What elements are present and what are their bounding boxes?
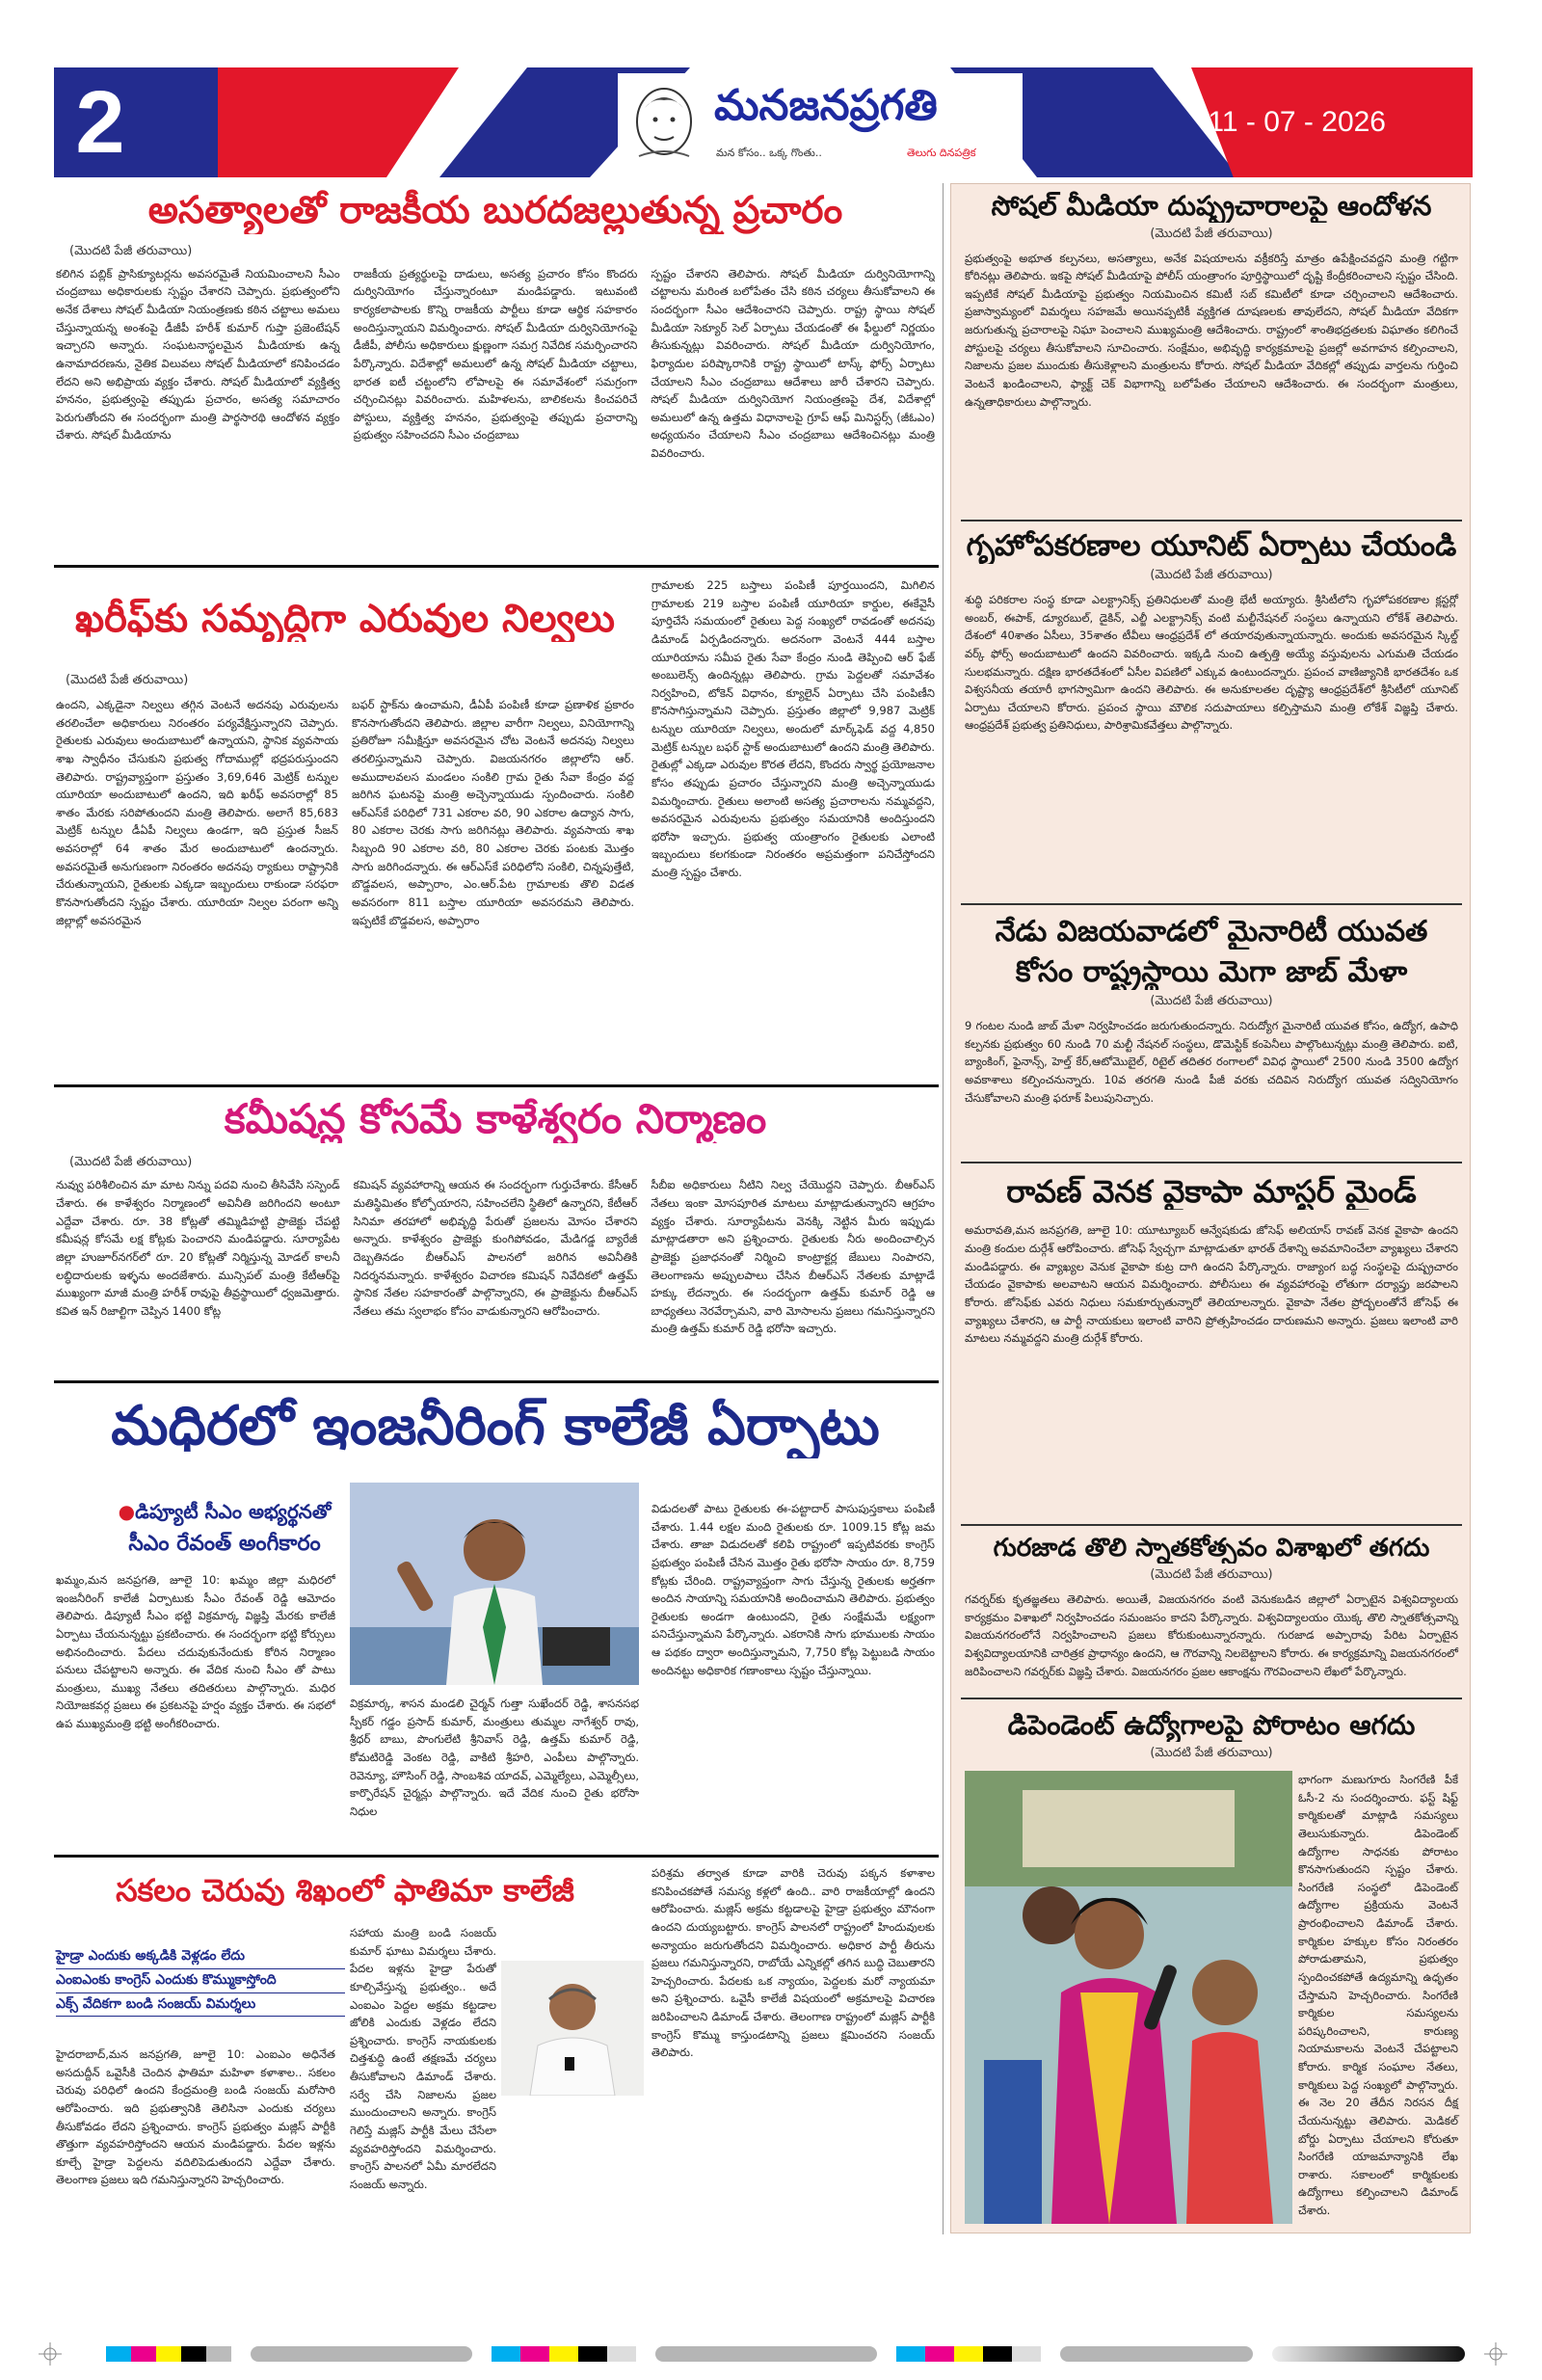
continued-label: (మొదటి పేజీ తరువాయి) bbox=[1150, 1567, 1273, 1583]
subheading-line: ఎంఐఎంకు కాంగ్రెస్ ఎందుకు కొమ్ముకాస్తోంది bbox=[56, 1969, 345, 1993]
story-headline[interactable]: మధిరలో ఇంజనీరింగ్ కాలేజీ ఏర్పాటు bbox=[111, 1395, 880, 1457]
story-minority-job-mela bbox=[951, 915, 1472, 1144]
story-headline[interactable]: అసత్యాలతో రాజకీయ బురదజల్లుతున్న ప్రచారం bbox=[147, 189, 843, 232]
story-gurajada-convocation bbox=[951, 1534, 1472, 1718]
story-column: భాగంగా మణుగూరు సింగరేణి పీకే ఓసీ-2 ను సందర్శించారు. ఫస్ట్ షిఫ్ట్ కార్మికులతో మాట్లాడి సమస్యలు తెలుసుకున్నారు. డిపెండెంట్ ఉద్యోగాల సాధనకు పోరాటం కొనసాగుతుందని స్పష్టం చేశారు. సింగరేణి సంస్థలో డిపెండెంట్ ఉద్యోగాల ప్రక్రియను వెంటనే ప్రారంభించాలని డిమాండ్ చేశారు. కార్మికుల హక్కుల కోసం నిరంతరం పోరాడుతామని, ప్రభుత్వం స్పందించకపోతే ఉద్యమాన్ని ఉధృతం చేస్తామని హెచ్చరించారు. సింగరేణి కార్మికుల సమస్యలను పరిష్కరించాలని, కారుణ్య నియామకాలను వెంటనే చేపట్టాలని కోరారు. కార్మిక సంఘాల నేతలు, కార్మికులు పెద్ద సంఖ్యలో పాల్గొన్నారు. ఈ నెల 20 తేదీన నిరసన దీక్ష చేయనున్నట్టు తెలిపారు. మెడికల్ బోర్డు ఏర్పాటు చేయాలని కోరుతూ సింగరేణి యాజమాన్యానికి లేఖ రాశారు. సకాలంలో కార్మికులకు ఉద్యోగాలు కల్పించాలని డిమాండ్ చేశారు. bbox=[1298, 1773, 1458, 2217]
section-divider bbox=[54, 565, 939, 568]
story-headline[interactable]: డిపెండెంట్ ఉద్యోగాలపై పోరాటం ఆగదు bbox=[1007, 1709, 1416, 1741]
continued-label: (మొదటి పేజీ తరువాయి) bbox=[66, 673, 189, 687]
story-headline[interactable]: సకలం చెరువు శిఖంలో ఫాతిమా కాలేజీ bbox=[116, 1872, 574, 1909]
photo-illustration bbox=[965, 1771, 1292, 2224]
photo-illustration bbox=[501, 1961, 644, 2096]
continued-label: (మొదటి పేజీ తరువాయి) bbox=[1150, 568, 1273, 582]
continued-label: (మొదటి పేజీ తరువాయి) bbox=[1150, 1745, 1273, 1760]
story-headline[interactable]: నేడు విజయవాడలో మైనారిటీ యువత bbox=[995, 915, 1428, 949]
story-madhira-engineering-college bbox=[56, 1394, 935, 1847]
story-column: నువ్వు పరిశీలించిన మా మాట నిన్ను పదవి నుంచి తీసివేసి సస్పెండ్ చేశారు. ఈ కాళేశ్వరం నిర్మాణంలో అవినీతి జరిగిందని అంటూ ఎద్దేవా చేశారు. రూ. 38 కోట్లతో తమ్మిడిహట్టి ప్రాజెక్టు చేపట్టి కమీషన్ల కోసమే లక్ష కోట్లకు పెంచారని మండిపడ్డారు. సూర్యాపేట జిల్లా హుజూర్‌నగర్‌లో రూ. 20 కోట్లతో నిర్మిస్తున్న మోడల్ కాలనీ లబ్ధిదారులకు ఇళ్ళను అందజేశారు. మున్సిపల్ మంత్రి కేటీఆర్‌పై ముఖ్యంగా మాజీ మంత్రి హరీశ్ రావుపై తీవ్రస్థాయిలో ధ్వజమెత్తారు. కవిత ఇన్ రిజాల్టిగా చెప్పిన 1400 కోట్ల bbox=[56, 1178, 340, 1318]
story-column: 9 గంటల నుండి జాబ్ మేళా నిర్వహించడం జరుగుతుందన్నారు. నిరుద్యోగ మైనారిటీ యువత కోసం, ఉద్యోగ, ఉపాధి కల్పనకు ప్రభుత్వం 60 నుండి 70 మల్టీ నేషనల్ సంస్థలు, డొమెస్టిక్ కంపెనీలు పాల్గొంటున్నట్లు మంత్రి తెలిపారు. ఐటి, బ్యాంకింగ్, ఫైనాన్స్, హెల్త్ కేర్,ఆటోమొబైల్, రిటైల్ తదితర రంగాలలో వివిధ స్థాయిలో 2500 నుండి 3500 ఉద్యోగ అవకాశాలు కల్పించనున్నారు. 10వ తరగతి నుండి పీజీ వరకు చదివిన నిరుద్యోగ యువత సద్వినియోగం చేసుకోవాలని మంత్రి ఫరూక్ పిలుపునిచ్చారు. bbox=[965, 1019, 1458, 1105]
header-red-band-left bbox=[218, 67, 459, 177]
gray-bar bbox=[655, 2346, 877, 2362]
story-column: ఖమ్మం,మన జనప్రగతి, జూలై 10: ఖమ్మం జిల్లా మధిరలో ఇంజనీరింగ్ కాలేజీ ఏర్పాటుకు సీఎం రేవంత్ రెడ్డి ఆమోదం తెలిపారు. డిప్యూటీ సీఎం భట్టి విక్రమార్క విజ్ఞప్తి మేరకు కాలేజీ ఏర్పాటు చేయనున్నట్టు ప్రకటించారు. ఈ సందర్భంగా భట్టి కోర్సులు అభినందించారు. పేదలు చదువుకునేందుకు కోరిన నిర్మాణం పనులు చేపట్టాలని అన్నారు. ఈ వేదిక నుంచి సీఎం తో పాటు మంత్రులు, ముఖ్య నేతలు తదితరులు పాల్గొన్నారు. మధిర నియోజకవర్గ ప్రజలు ఈ ప్రకటనపై హర్షం వ్యక్తం చేశారు. ఈ సభలో ఉప ముఖ్యమంత్రి భట్టి అంగీకరించారు. bbox=[56, 1573, 335, 1730]
story-column: బఫర్ స్టాక్‌ను ఉంచామని, డీఏపీ పంపిణీ కూడా ప్రణాళిక ప్రకారం కొనసాగుతోందని తెలిపారు. జిల్లాల వారీగా నిల్వలు, వినియోగాన్ని ప్రతిరోజూ సమీక్షిస్తూ అవసరమైన చోట వెంటనే అదనపు నిల్వలు తరలిస్తున్నామని చెప్పారు. విజయనగరం జిల్లాలోని ఆర్. అముదాలవలస మండలం సంకిలి గ్రామ రైతు సేవా కేంద్రం వద్ద జరిగిన ఘటనపై మంత్రి అచ్చెన్నాయుడు స్పందించారు. సంకిలి ఆర్‌ఎస్‌కే పరిధిలో 731 ఎకరాల వరి, 90 ఎకరాల ఉద్యాన సాగు, 80 ఎకరాల చెరకు సాగు జరిగినట్లు తెలిపారు. వ్యవసాయ శాఖ సిబ్బంది 90 ఎకరాల వరి, 80 ఎకరాల చెరకు పంటకు మొత్తం సాగు జరిగిందన్నారు. ఈ ఆర్‌ఎస్‌కే పరిధిలోని సంకిలి, చిన్నపుత్తేటి, బొడ్డవలస, అప్పారాం, ఎం.ఆర్.పేట గ్రామాలకు తొలి విడత అవసరంగా 811 బస్తాల యూరియా అవసరమని తెలిపారు. ఇప్పటికే బొడ్డవలస, అప్పారాం bbox=[352, 698, 634, 927]
photo-illustration bbox=[350, 1483, 639, 1685]
bullet-icon: ● bbox=[118, 1500, 136, 1523]
gray-scale-bar bbox=[1272, 2346, 1465, 2362]
story-headline[interactable]: కోసం రాష్ట్రస్థాయి మెగా జాబ్ మేళా bbox=[1015, 955, 1408, 989]
section-divider bbox=[54, 1380, 939, 1383]
story-photo-bandi-sanjay bbox=[501, 1961, 644, 2096]
sidebar-news-column bbox=[950, 183, 1471, 2233]
continued-label: (మొదటి పేజీ తరువాయి) bbox=[69, 1155, 193, 1170]
crosshair-registration-icon bbox=[1484, 2342, 1507, 2366]
story-kaleshwaram bbox=[56, 1095, 935, 1367]
story-column: కలిగిన పబ్లిక్ ప్రాసిక్యూటర్లను అవసరమైతే నియమించాలని సీఎం చంద్రబాబు అధికారులకు స్పష్టం చేశారని చెప్పారు. ప్రభుత్వంలోని అనేక దేశాలు సోషల్ మీడియా నియంత్రణకు కఠిన చట్టాలు అమలు చేస్తున్నాయన్న అంశంపై డీజీపీ హరీశ్ కుమార్ గుప్తా ప్రజెంటేషన్ ఇచ్చారని అన్నారు. సంఘటనాస్థలమైన మీడియాకు ఉన్న ఉనామాదరణను, నైతిక విలువలు సోషల్ మీడియాలో కనిపించడం లేదని అని అభిప్రాయ వ్యక్తం చేశారు. సోషల్ మీడియాలో వ్యక్తిత్వ హననం, ప్రభుత్వంపై తప్పుడు ప్రచారం, అసత్య సమాచారం పెరుగుతోందని ఈ సందర్భంగా మంత్రి పార్థసారథి ఆందోళన వ్యక్తం చేశారు. సోషల్ మీడియాను bbox=[56, 266, 340, 442]
continued-label: (మొదటి పేజీ తరువాయి) bbox=[1150, 994, 1273, 1008]
story-column: గ్రామాలకు 225 బస్తాలు పంపిణీ పూర్తయిందని, మిగిలిన గ్రామాలకు 219 బస్తాల పంపిణీ యూరియా కార్డుల, ఈకేవైసీ పూర్తిచేసే సమయంలో రైతులు పెద్ద సంఖ్యలో రావడంతో అదనపు డిమాండ్ ఏర్పడిందన్నారు. అదనంగా వెంటనే 444 బస్తాల యూరియాను సమీప రైతు సేవా కేంద్రం నుండి తెప్పించి ఆర్ ఫేజ్ అంబులెన్స్ ఉందిన్నట్లు తెలిపారు. గ్రామ పెద్దలతో సమావేశం నిర్వహించి, టోకెన్ విధానం, క్యూలైన్ ఏర్పాటు చేసి పంపిణీని కొనసాగిస్తున్నామని చెప్పారు. ప్రస్తుతం జిల్లాలో 9,987 మెట్రిక్ టన్నుల యూరియా నిల్వలు, అందులో మార్క్‌ఫెడ్ వద్ద 4,850 మెట్రిక్ టన్నుల బఫర్ స్టాక్ అందుబాటులో ఉందని మంత్రి తెలిపారు. రైతుల్లో ఎక్కడా ఎరువుల కొరత లేదని, కొందరు స్వార్థ ప్రయోజనాల కోసం తప్పుడు ప్రచారం చేస్తున్నారని మంత్రి అచ్చెన్నాయుడు విమర్శించారు. రైతులు అలాంటి అసత్య ప్రచారాలను నమ్మవద్దని, అవసరమైన ఎరువులను ప్రభుత్వం సమయానికి అందిస్తుందని భరోసా ఇచ్చారు. ప్రభుత్వ యంత్రాంగం రైతులకు ఎలాంటి ఇబ్బందులు కలగకుండా నిరంతరం అప్రమత్తంగా పనిచేస్తోందని మంత్రి స్పష్టం చేశారు. bbox=[651, 578, 935, 879]
gray-bar bbox=[251, 2346, 472, 2362]
story-column: ప్రభుత్వంపై అభూత కల్పనలు, అసత్యాలు, అనేక విషయాలను వక్రీకరిస్తే మాత్రం ఉపేక్షించవద్దని మంత్రి గట్టిగా కోరినట్లు తెలిపారు. ఇకపై సోషల్ మీడియాపై పోలీస్ యంత్రాంగం పూర్తిస్థాయిలో దృష్టి కేంద్రీకరించాలని స్పష్టం చేసింది. ఇప్పటికే సోషల్ మీడియాపై ప్రభుత్వం నియమించిన కమిటీ సబ్ కమిటీలో కూడా చర్చించాలని ఆదేశించారు. ప్రజాస్వామ్యంలో విమర్శలు సహజమే అయినప్పటికీ వ్యక్తిగత దూషణలకు తావులేదని, సోషల్ మీడియా వేదికగా జరుగుతున్న ప్రచారాలపై నిఘా పెంచాలని ముఖ్యమంత్రి ఆదేశించారు. రాష్ట్రంలో శాంతిభద్రతలకు విఘాతం కలిగించే పోస్టులపై చర్యలు తీసుకోవాలని సూచించారు. సంక్షేమం, అభివృద్ధి కార్యక్రమాలపై ప్రజల్లో అవగాహన కల్పించాలని, నిజాలను ప్రజల ముందుకు తీసుకెళ్లాలని మంత్రులను కోరారు. సోషల్ మీడియా వేదికల్లో తప్పుడు వార్తలను గుర్తించి వెంటనే ఖండించాలని, ఫ్యాక్ట్ చెక్ విభాగాన్ని బలోపేతం చేయాలని ఆదేశించారు. ఈ సందర్భంగా మంత్రులు, ఉన్నతాధికారులు పాల్గొన్నారు. bbox=[965, 251, 1458, 409]
gray-bar bbox=[1060, 2346, 1253, 2362]
color-bar bbox=[106, 2346, 231, 2362]
section-divider bbox=[961, 1698, 1462, 1699]
story-home-appliances-unit bbox=[951, 529, 1472, 880]
subheading-line: హైడ్రా ఎందుకు అక్కడికి వెళ్లడం లేదు bbox=[56, 1945, 345, 1969]
story-column: శుద్ధి పరికరాల సంస్థ కూడా ఎలక్ట్రానిక్స్ ప్రతినిధులతో మంత్రి భేటీ అయ్యారు. శ్రీసిటీలోని గృహోపకరణాల క్లస్టర్లో అంబర్, ఈపాక్, డ్యూరబుల్, డైకిన్, ఎల్జీ ఎలక్ట్రానిక్స్ వంటి మల్టీనేషనల్ సంస్థలు ఉన్నాయని లోకేశ్ తెలిపారు. దేశంలో 40శాతం ఏసీలు, 35శాతం టీవీలు ఆంధ్రప్రదేశ్ లో తయారవుతున్నాయన్నారు. అందుకు అవసరమైన స్కిల్డ్ వర్క్ ఫోర్స్ అందుబాటులో ఉందని వివరించారు. ఇక్కడి నుంచి ఉత్పత్తి అయ్యే వస్తువులను ఎగుమతి చేయడం సులభమన్నారు. దక్షిణ భారతదేశంలో ఏసీల విపణిలో ఎక్కువ ఉంటుందన్నారు. ప్రపంచ వాణిజ్యానికి భారతదేశం ఒక విశ్వసనీయ తయారీ భాగస్వామిగా ఉందని తెలిపారు. ఈ అనుకూలతల దృష్ట్యా ఆంధ్రప్రదేశ్‌లో శ్రీసిటీలో యూనిట్ ఏర్పాటు చేయాలని కోరారు. ప్రపంచ స్థాయి మౌలిక సదుపాయాలు కల్పిస్తామని మంత్రి లోకేశ్ విజ్ఞప్తి చేశారు. ఆంధ్రప్రదేశ్ ప్రభుత్వ ప్రతినిధులు, పారిశ్రామికవేత్తలు పాల్గొన్నారు. bbox=[965, 593, 1458, 733]
story-fathima-college bbox=[56, 1864, 935, 2234]
story-column: పరిశ్రమ తర్వాత కూడా వారికి చెరువు పక్కన కళాశాల కనిపించకపోతే సమస్య కళ్లలో ఉంది.. వారి రాజకీయాల్లో ఉందని ఆరోపించారు. మజ్లిస్ అక్రమ కట్టడాలపై హైడ్రా ప్రభుత్వం మౌనంగా ఉందని దుయ్యబట్టారు. కాంగ్రెస్ పాలనలో రాష్ట్రంలో హిందువులకు అన్యాయం జరుగుతోందని విమర్శించారు. అధికార పార్టీ తీరును ప్రజలు గమనిస్తున్నారని, రాబోయే ఎన్నికల్లో తగిన బుద్ధి చెబుతారని హెచ్చరించారు. పేదలకు ఒక న్యాయం, పెద్దలకు మరో న్యాయమా అని ప్రశ్నించారు. ఒవైసీ కాలేజీ విషయంలో అక్రమాలపై విచారణ జరిపించాలని డిమాండ్ చేశారు. తెలంగాణ రాష్ట్రంలో మజ్లిస్ పార్టీకి కాంగ్రెస్ కొమ్ము కాస్తుండటాన్ని ప్రజలు క్షమించరని సంజయ్ తెలిపారు. bbox=[651, 1866, 935, 2060]
continued-label: (మొదటి పేజీ తరువాయి) bbox=[69, 243, 193, 258]
color-bar bbox=[896, 2346, 1041, 2362]
masthead-portrait-logo-icon bbox=[625, 79, 703, 166]
issue-date: 11 - 07 - 2026 bbox=[1208, 106, 1386, 138]
masthead-tagline: మన కోసం.. ఒక్క గొంతు.. bbox=[716, 147, 822, 159]
color-bar bbox=[492, 2346, 636, 2362]
story-dependent-jobs bbox=[951, 1709, 1472, 1769]
story-column: విక్రమార్క, శాసన మండలి చైర్మన్ గుత్తా సుఖేందర్ రెడ్డి, శాసనసభ స్పీకర్ గడ్డం ప్రసాద్ కుమార్, మంత్రులు తుమ్మల నాగేశ్వర్ రావు, శ్రీధర్ బాబు, పొంగులేటి శ్రీనివాస్ రెడ్డి, ఉత్తమ్ కుమార్ రెడ్డి, కోమటిరెడ్డి వెంకట రెడ్డి, వాకిటి శ్రీహరి, ఎంపీలు పాల్గొన్నారు. రెవెన్యూ, హౌసింగ్ రెడ్డి, సాంబశివ యాదవ్, ఎమ్మెల్యేలు, ఎమ్మెల్సీలు, కార్పొరేషన్ చైర్మన్లు పాల్గొన్నారు. ఇదే వేదిక నుంచి రైతు భరోసా నిధుల bbox=[350, 1697, 639, 1818]
story-headline[interactable]: గురజాడ తొలి స్నాతకోత్సవం విశాఖలో తగదు bbox=[993, 1534, 1430, 1563]
story-photo-cm-speaking bbox=[350, 1483, 639, 1685]
section-divider bbox=[54, 1855, 939, 1858]
story-headline[interactable]: సోషల్ మీడియా దుష్ప్రచారాలపై ఆందోళన bbox=[991, 190, 1432, 222]
column-separator bbox=[943, 183, 944, 2234]
section-divider bbox=[961, 1524, 1462, 1526]
continued-label: (మొదటి పేజీ తరువాయి) bbox=[1150, 226, 1273, 241]
story-column: స్పష్టం చేశారని తెలిపారు. సోషల్ మీడియా దుర్వినియోగాన్ని చట్టాలను మరింత బలోపేతం చేసి కఠిన చర్యలు తీసుకోవాలని ఈ సందర్భంగా సీఎం ఆదేశించారని చెప్పారు. రాష్ట్ర స్థాయి సోషల్ మీడియా సెక్యూర్ సెల్ ఏర్పాటు చేయడంతో ఈ ఫీల్డులో నిర్ణయం తీసుకున్నట్లు వివరించారు. సోషల్ మీడియా దుర్వినియోగం, ఫిర్యాదుల పరిష్కారానికి రాష్ట్ర స్థాయిలో టాస్క్ ఫోర్స్ ఏర్పాటు చేయాలని సీఎం చంద్రబాబు ఆదేశాలు జారీ చేశారని చెప్పారు. సోషల్ మీడియా దుర్వినియోగ నియంత్రణపై దేశ, విదేశాల్లో అమలులో ఉన్న ఉత్తమ విధానాలపై గ్రూప్ ఆఫ్ మినిస్టర్స్ (జీఓఎం) అధ్యయనం చేయాలని సీఎం చంద్రబాబు ఆదేశించినట్లు మంత్రి వివరించారు. bbox=[651, 266, 936, 461]
masthead[interactable] bbox=[618, 73, 1023, 172]
story-column: రాజకీయ ప్రత్యర్థులపై దాడులు, అసత్య ప్రచారం కోసం కొందరు దుర్వినియోగం చేస్తున్నారంటూ మండిపడ్డారు. ఇటువంటి కార్యకలాపాలకు కొన్ని రాజకీయ పార్టీలు కూడా ఆర్థిక సహకారం అందిస్తున్నాయని విమర్శించారు. సోషల్ మీడియా దుర్వినియోగంపై డీజీపీ, పోలీసు అధికారులు క్షుణ్ణంగా సమగ్ర నివేదిక సమర్పించారని పేర్కొన్నారు. విదేశాల్లో అమలులో ఉన్న సోషల్ మీడియా చట్టాలు, భారత ఐటీ చట్టంలోని లోపాలపై ఈ సమావేశంలో సమగ్రంగా చర్చించినట్లు వివరించారు. మహిళలను, బాలికలను కించపరిచే పోస్టులు, వ్యక్తిత్వ హననం, ప్రభుత్వంపై తప్పుడు ప్రచారాన్ని ప్రభుత్వం సహించదని సీఎం చంద్రబాబు bbox=[353, 266, 638, 442]
story-column: సహాయ మంత్రి బండి సంజయ్ కుమార్ ఘాటు విమర్శలు చేశారు. పేదల ఇళ్లను హైడ్రా పేరుతో కూల్చివేస్తున్న ప్రభుత్వం.. అదే ఎంఐఎం పెద్దల అక్రమ కట్టడాల జోలికి ఎందుకు వెళ్లడం లేదని ప్రశ్నించారు. కాంగ్రెస్ నాయకులకు చిత్తశుద్ధి ఉంటే తక్షణమే చర్యలు తీసుకోవాలని డిమాండ్ చేశారు. సర్వే చేసి నిజాలను ప్రజల ముందుంచాలని అన్నారు. కాంగ్రెస్ గెలిస్తే మజ్లిస్ పార్టీకి మేలు చేసేలా వ్యవహరిస్తోందని విమర్శించారు. కాంగ్రెస్ పాలనలో ఏమీ మారలేదని సంజయ్ అన్నారు. bbox=[350, 1926, 496, 2191]
page-header-banner bbox=[54, 67, 1473, 177]
story-photo-kavitha-protest bbox=[965, 1771, 1292, 2224]
story-headline[interactable]: కమీషన్ల కోసమే కాళేశ్వరం నిర్మాణం bbox=[224, 1095, 767, 1142]
story-headline[interactable]: గృహోపకరణాల యూనిట్ ఏర్పాటు చేయండి bbox=[966, 529, 1457, 563]
story-social-media-propaganda bbox=[56, 189, 935, 554]
page-number: 2 bbox=[75, 73, 125, 172]
subheading-line: సీఎం రేవంత్ అంగీకారం bbox=[128, 1532, 321, 1556]
story-column: హైదరాబాద్,మన జనప్రగతి, జూలై 10: ఎంఐఎం అధినేత అసదుద్దీన్ ఒవైసీకి చెందిన ఫాతిమా మహిళా కళాశాల.. సకలం చెరువు పరిధిలో ఉందని కేంద్రమంత్రి బండి సంజయ్ మరోసారి ఆరోపించారు. ఇది ప్రభుత్వానికి తెలిసినా ఎందుకు చర్యలు తీసుకోవడం లేదని ప్రశ్నించారు. కాంగ్రెస్ ప్రభుత్వం మజ్లిస్ పార్టీకి తొత్తుగా వ్యవహరిస్తోందని ఆయన మండిపడ్డారు. పేదల ఇళ్లను కూల్చే హైడ్రా పెద్దలను వదిలిపెడుతుందని ఎద్దేవా చేశారు. తెలంగాణ ప్రజలు ఇది గమనిస్తున్నారని హెచ్చరించారు. bbox=[56, 2047, 335, 2187]
story-subheading bbox=[85, 1500, 364, 1561]
masthead-tagline-daily: తెలుగు దినపత్రిక bbox=[907, 147, 976, 159]
section-divider bbox=[961, 903, 1462, 905]
story-ravan-ysrcp bbox=[951, 1173, 1472, 1501]
masthead-title: మనజనప్రగతి bbox=[714, 81, 938, 130]
story-column: కమిషన్ వ్యవహారాన్ని ఆయన ఈ సందర్భంగా గుర్తుచేశారు. కేసీఆర్ మతిస్థిమితం కోల్పోయారని, సహించలేని స్థితిలో ఉన్నారని, కేటీఆర్ సినిమా తరహాలో అభివృద్ధి పేరుతో ప్రజలను మోసం చేశారని అన్నారు. కాళేశ్వరం ప్రాజెక్టు కుంగిపోవడం, మేడిగడ్డ బ్యారేజీ దెబ్బతినడం బీఆర్ఎస్ పాలనలో జరిగిన అవినీతికి నిదర్శనమన్నారు. కాళేశ్వరం విచారణ కమిషన్ నివేదికలో ఉత్తమ్ స్థానిక నేతల సహకారంతో పాల్గొన్నారని, ఈ ప్రాజెక్టును బీఆర్ఎస్ నేతలు తమ స్వలాభం కోసం వాడుకున్నారని ఆరోపించారు. bbox=[353, 1178, 638, 1318]
story-column: సీబీఐ అధికారులు నీటిని నిల్వ చేయొద్దని చెప్పారు. బీఆర్ఎస్ నేతలు ఇంకా మోసపూరిత మాటలు మాట్లాడుతున్నారని ఆగ్రహం వ్యక్తం చేశారు. సూర్యాపేటను వెనక్కి నెట్టిన మీరు ఇప్పుడు మాట్లాడతారా అని ప్రశ్నించారు. రైతులకు నీరు అందించాల్సిన ప్రాజెక్టు ప్రజాధనంతో నిర్మించి కాంట్రాక్టర్ల జేబులు నింపారని, తెలంగాణను అప్పులపాలు చేసిన బీఆర్ఎస్ నేతలకు మాట్లాడే హక్కు లేదన్నారు. ఈ సందర్భంగా ఉత్తమ్ కుమార్ రెడ్డి ఆ బాధ్యతలు నెరవేర్చామని, వారి మోసాలను ప్రజలు గమనిస్తున్నారని మంత్రి ఉత్తమ్ కుమార్ రెడ్డి భరోసా ఇచ్చారు. bbox=[651, 1178, 936, 1336]
story-subheading bbox=[56, 1945, 345, 2017]
story-column: అమరావతి,మన జనప్రగతి, జూలై 10: యూట్యూబర్ ఆన్వేషకుడు జోసెఫ్ అలియాస్ రావణ్ వెనక వైకాపా ఉందని మంత్రి కందుల దుర్గేశ్ ఆరోపించారు. జోసెఫ్ స్వేచ్ఛగా మాట్లాడుతూ భారత్ దేశాన్ని అవమానించేలా వ్యాఖ్యలు చేశారని మండిపడ్డారు. ఈ వ్యాఖ్యల వెనుక వైకాపా కుట్ర దాగి ఉందని పేర్కొన్నారు. రాజ్యాంగ బద్ధ సంస్థలపై దుష్ప్రచారం చేయడం వైకాపాకు అలవాటని ఆయన విమర్శించారు. పోలీసులు ఈ వ్యవహారంపై లోతుగా దర్యాప్తు జరపాలని కోరారు. జోసెఫ్‌కు ఎవరు నిధులు సమకూర్చుతున్నారో తెలియాలన్నారు. వైకాపా నేతల ప్రోద్బలంతోనే జోసెఫ్ ఈ వ్యాఖ్యలు చేశారని, ఆ పార్టీ నాయకులు ఇలాంటి వారిని ప్రోత్సహించడం దారుణమని అన్నారు. ప్రజలు ఇలాంటి వారి మాటలు నమ్మవద్దని మంత్రి దుర్గేశ్ కోరారు. bbox=[965, 1223, 1458, 1346]
story-column: గవర్నర్‌కు కృతజ్ఞతలు తెలిపారు. అయితే, విజయనగరం వంటి వెనుకబడిన జిల్లాలో ఏర్పాటైన విశ్వవిద్యాలయ కార్యక్రమం విశాఖలో నిర్వహించడం సమంజసం కాదని పేర్కొన్నారు. విశ్వవిద్యాలయం యొక్క తొలి స్నాతకోత్సవాన్ని విజయనగరంలోనే నిర్వహించాలని ప్రజలు కోరుకుంటున్నారన్నారు. గురజాడ అప్పారావు పేరిట ఏర్పాటైన విశ్వవిద్యాలయానికి చారిత్రక ప్రాధాన్యం ఉందని, ఆ గౌరవాన్ని నిలబెట్టాలని కోరారు. ఈ కార్యక్రమాన్ని విజయనగరంలో జరిపించాలని గవర్నర్‌కు విజ్ఞప్తి చేశారు. విజయనగరం ప్రజల ఆకాంక్షను గౌరవించాలని లేఖలో పేర్కొన్నారు. bbox=[965, 1592, 1458, 1678]
subheading-line: డిప్యూటీ సీఎం అభ్యర్థనతో bbox=[135, 1500, 332, 1523]
story-column: ఉందని, ఎక్కడైనా నిల్వలు తగ్గిన వెంటనే అదనపు ఎరువులను తరలించేలా అధికారులు నిరంతరం పర్యవేక్షిస్తున్నారని చెప్పారు. రైతులకు ఎరువులు అందుబాటులో ఉన్నాయని, స్థానిక వ్యవసాయ శాఖ స్వాధీనం చేసుకుని ప్రభుత్వ గోదాముల్లో భద్రపరుస్తుందని తెలిపారు. రాష్ట్రవ్యాప్తంగా ప్రస్తుతం 3,69,646 మెట్రిక్ టన్నుల యూరియా అందుబాటులో ఉందని, ఇది ఖరీఫ్ అవసరాల్లో 85 శాతం మేరకు సరిపోతుందని మంత్రి తెలిపారు. అలాగే 85,683 మెట్రిక్ టన్నుల డీఏపీ నిల్వలు ఉండగా, ఇది ప్రస్తుత సీజన్ అవసరాల్లో 64 శాతం మేర అందుబాటులో ఉందన్నారు. అవసరమైతే అనుగుణంగా నిరంతరం అదనపు ర్యాకులు రాష్ట్రానికి చేరుతున్నాయని, రైతులకు ఎక్కడా ఇబ్బందులు రాకుండా సరఫరా కొనసాగుతోందని స్పష్టం చేశారు. యూరియా నిల్వల పరంగా అన్ని జిల్లాల్లో అవసరమైన bbox=[56, 698, 338, 927]
section-divider bbox=[54, 1084, 939, 1087]
section-divider bbox=[961, 1162, 1462, 1163]
story-column: విడుదలతో పాటు రైతులకు ఈ-పట్టాదార్ పాసుపుస్తకాలు పంపిణీ చేశారు. 1.44 లక్షల మంది రైతులకు రూ. 1009.15 కోట్ల జమ చేశారు. తాజా విడుదలతో కలిపి రాష్ట్రంలో ఇప్పటివరకు కాంగ్రెస్ ప్రభుత్వం పంపిణీ చేసిన మొత్తం రైతు భరోసా సాయం రూ. 8,759 కోట్లకు చేరింది. రాష్ట్రవ్యాప్తంగా సాగు చేస్తున్న రైతులకు అర్హతగా అందిన సాయాన్ని సమయానికి అందించామని తెలిపారు. ప్రభుత్వం రైతులకు అండగా ఉంటుందని, రైతు సంక్షేమమే లక్ష్యంగా పనిచేస్తున్నామని పేర్కొన్నారు. ఎకరానికి సాగు భూములకు సాయం ఆ పథకం ద్వారా అందిస్తున్నామని, 7,750 కోట్ల పెట్టుబడి సాయం అందినట్టు అధికారిక గణాంకాలు స్పష్టం చేస్తున్నాయి. bbox=[651, 1502, 935, 1677]
section-divider bbox=[961, 520, 1462, 521]
story-headline[interactable]: రావణ్ వెనక వైకాపా మాస్టర్ మైండ్ bbox=[1006, 1173, 1417, 1210]
story-headline[interactable]: ఖరీఫ్‌కు సమృద్ధిగా ఎరువుల నిల్వలు bbox=[74, 597, 616, 641]
story-social-media-concern bbox=[951, 190, 1472, 489]
crosshair-registration-icon bbox=[39, 2342, 62, 2366]
subheading-line: ఎక్స్ వేదికగా బండి సంజయ్ విమర్శలు bbox=[56, 1993, 345, 2018]
